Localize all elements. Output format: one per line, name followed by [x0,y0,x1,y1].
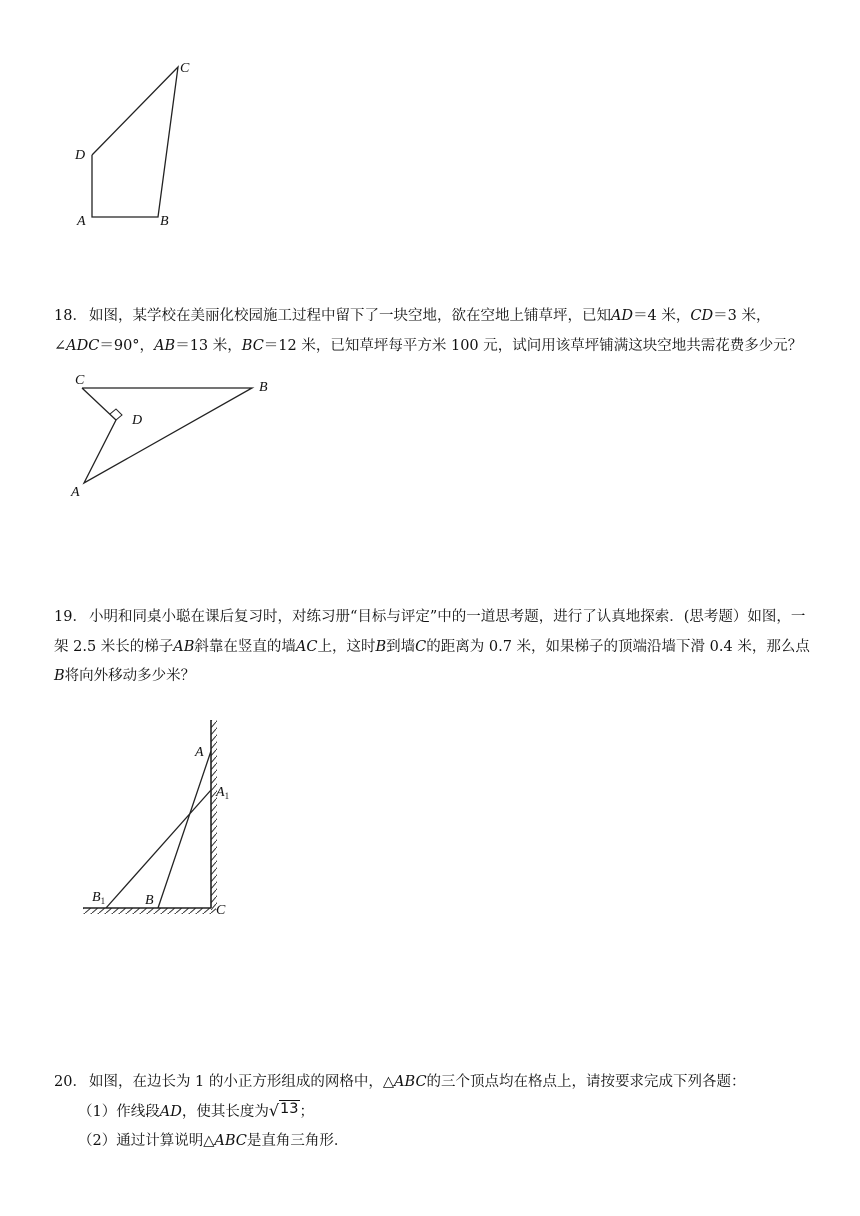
sqrt-13: √ 13 [268,1100,299,1120]
quadrilateral-outline [92,67,178,217]
problem-20-question-1: （1）作线段AD，使其长度为 √ 13 ； [78,1100,314,1120]
wall-hatching [211,720,217,910]
problem-19-text: 19． 小明和同桌小聪在课后复习时，对练习册“目标与评定”中的一道思考题，进行了认真地探索．(思考题）如图，一架 2.5 米长的梯子AB斜靠在竖直的墙AC上，这时B到墙C的距离为 0.7 米，如果梯子的顶端沿墙下滑 0.4 米，那么点B将向外移动多少米？ [54,609,810,685]
vertex-label-d: D [75,148,86,163]
right-angle-mark [110,409,122,420]
vertex-label-c: C [75,373,85,388]
point-label-c: C [216,903,226,918]
ground-hatching [83,908,216,914]
vertex-label-c: C [180,61,190,76]
vertex-label-d: D [132,413,143,428]
vertex-label-a: A [71,485,80,500]
point-label-a1: $A_1$ [216,785,230,801]
problem-20-question-2: （2）通过计算说明△ABC是直角三角形． [78,1133,349,1150]
problem-number: 18． [54,308,87,324]
figure-19-ladder [78,715,248,925]
vertex-label-b: B [259,380,268,395]
problem-number: 19． [54,609,87,625]
problem-20-text: 20． 如图，在边长为 1 的小正方形组成的网格中，△ABC的三个顶点均在格点上，请按要求完成下列各题： [54,1074,746,1090]
problem-18-text: 18． 如图，某学校在美丽化校园施工过程中留下了一块空地，欲在空地上铺草坪，已知AD＝4 米，CD＝3 米，∠ADC＝90°，AB＝13 米，BC＝12 米，已知草坪每平方米 100 元，试问用该草坪铺满这块空地共需花费多少元？ [54,308,803,354]
problem-19 [54,603,814,692]
ladder-a1b1 [106,790,211,908]
vertex-label-a: A [77,214,86,229]
ladder-ab [158,751,211,908]
figure-17-quadrilateral [70,55,210,235]
problem-number: 20． [54,1074,87,1090]
point-label-b1: $B_1$ [92,890,106,906]
problem-20 [54,1068,814,1157]
lawn-outline [82,388,252,483]
point-label-b: B [145,893,154,908]
problem-18 [54,302,814,361]
point-label-a: A [195,745,204,760]
vertex-label-b: B [160,214,169,229]
figure-18-lawn [70,368,280,500]
